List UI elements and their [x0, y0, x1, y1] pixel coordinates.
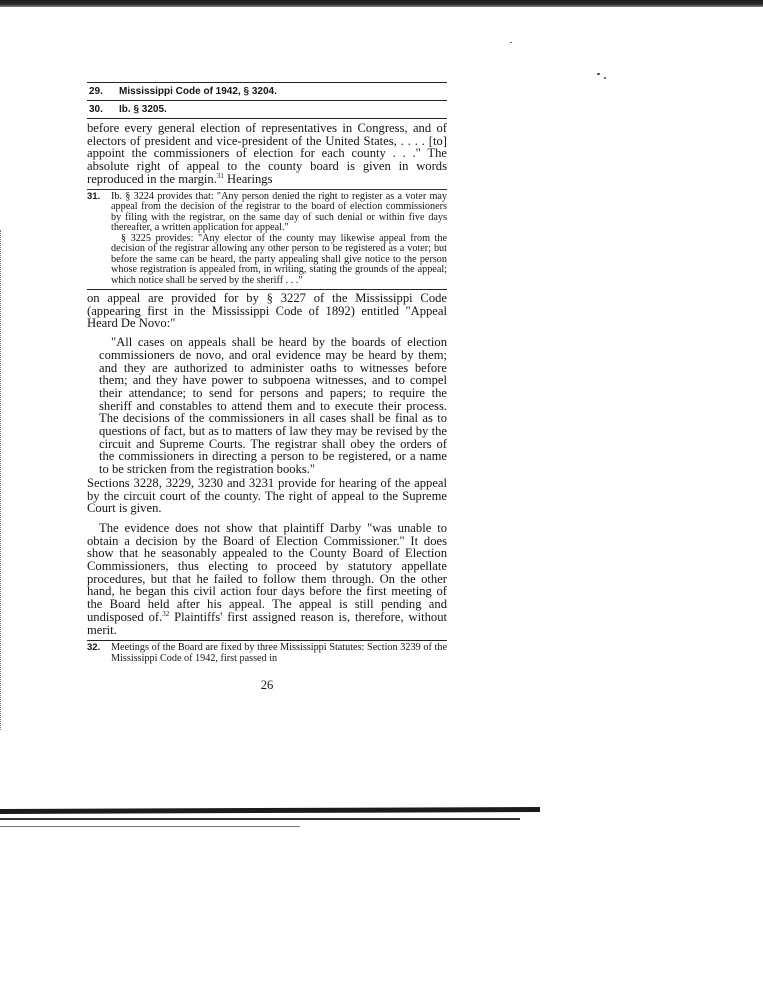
body-paragraph-3: Sections 3228, 3229, 3230 and 3231 provide for hearing of the appeal by the circuit court of the county. The right of appeal to the Supreme Court is given.: [87, 475, 447, 516]
footnote-ref-text: Mississippi Code of 1942, § 3204.: [119, 86, 277, 97]
footnote-32: [87, 643, 447, 664]
paragraph-text: before every general election of representatives in Congress, and of electors of president and vice-president of the United States, . . . . [to] appoint the commissioners of election for each county . . ." The absolute right of appeal to the county board is given in words reproduced in the margin.: [87, 121, 447, 186]
footnote-text: Meetings of the Board are fixed by three Mississippi Statutes: Section 3239 of the Mississippi Code of 1942, first passed in: [111, 642, 447, 664]
scan-bottom-rule: [0, 807, 540, 814]
footnote-number: 32.: [87, 642, 101, 654]
page-number: 26: [260, 678, 274, 693]
body-paragraph-4: [87, 522, 447, 636]
footnote-ref-number: 29.: [89, 86, 103, 97]
footnote-rule: [87, 189, 447, 190]
footnote-31: [87, 192, 447, 287]
scan-speck: [510, 42, 512, 43]
scan-bottom-rule: [0, 818, 520, 820]
footnote-marker: 31: [216, 171, 224, 180]
scan-speck: [597, 73, 600, 75]
body-paragraph-1: [87, 122, 447, 186]
paragraph-tail: Hearings: [223, 171, 273, 186]
footnote-ref-30: [87, 101, 447, 118]
footnote-marker: 32: [162, 609, 170, 618]
body-paragraph-2: on appeal are provided for by § 3227 of the Mississippi Code (appearing first in the Mississippi Code of 1892) entitled "Appeal Heard De Novo:": [87, 291, 447, 331]
block-quotation: "All cases on appeals shall be heard by the boards of election commissioners de novo, and oral evidence may be heard by them; and they are authorized to administer oaths to witnesses before them; and they have power to subpoena witnesses, and to compel their attendance; to send for persons and papers; to require the sheriff and constables to attend them and to execute their process. The decisions of the commissioners in all cases shall be final as to questions of fact, but as to matters of law they may be revised by the circuit and Supreme Courts. The registrar shall obey the orders of the commissioners in directing a person to be registered, or a name to be stricken from the registration books.": [99, 335, 447, 477]
scan-bottom-rule: [0, 826, 300, 827]
footnote-number: 31.: [87, 190, 101, 202]
document-page: [87, 82, 447, 693]
footnote-text: Ib. § 3224 provides that: "Any person denied the right to register as a voter may appeal from the decision of the registrar to the board of election commissioners by filing with the registrar, on the same day of such denial or within five days thereafter, a written application for appeal.": [111, 190, 447, 234]
footnote-ref-number: 30.: [89, 104, 103, 115]
scan-top-border: [0, 0, 763, 7]
footnote-text-continued: § 3225 provides: "Any elector of the county may likewise appeal from the decision of the registrar allowing any other person to be registered as a voter; but before the same can be heard, the party appealing shall give notice to the person whose registration is appealed from, in writing, stating the grounds of the appeal; which notice shall be served by the sheriff . . .": [111, 232, 447, 286]
paragraph-tail: Plaintiffs' first assigned reason is, therefore, without merit.: [87, 609, 447, 637]
footnote-ref-text: Ib. § 3205.: [119, 104, 167, 115]
ref-rule: [87, 118, 447, 119]
footnote-rule: [87, 289, 447, 290]
scan-left-edge: [0, 230, 4, 730]
footnote-ref-29: [87, 83, 447, 100]
footnote-rule: [87, 640, 447, 641]
paragraph-text: The evidence does not show that plaintiff Darby "was unable to obtain a decision by the Board of Election Commissioner." It does show that he seasonably appealed to the County Board of Election Commissioners, thus electing to proceed by statutory appellate procedures, but that he failed to follow them through. On the other hand, he began this civil action four days before the first meeting of the Board held after his appeal. The appeal is still pending and undisposed of.: [87, 520, 447, 624]
scan-speck: [604, 77, 606, 79]
